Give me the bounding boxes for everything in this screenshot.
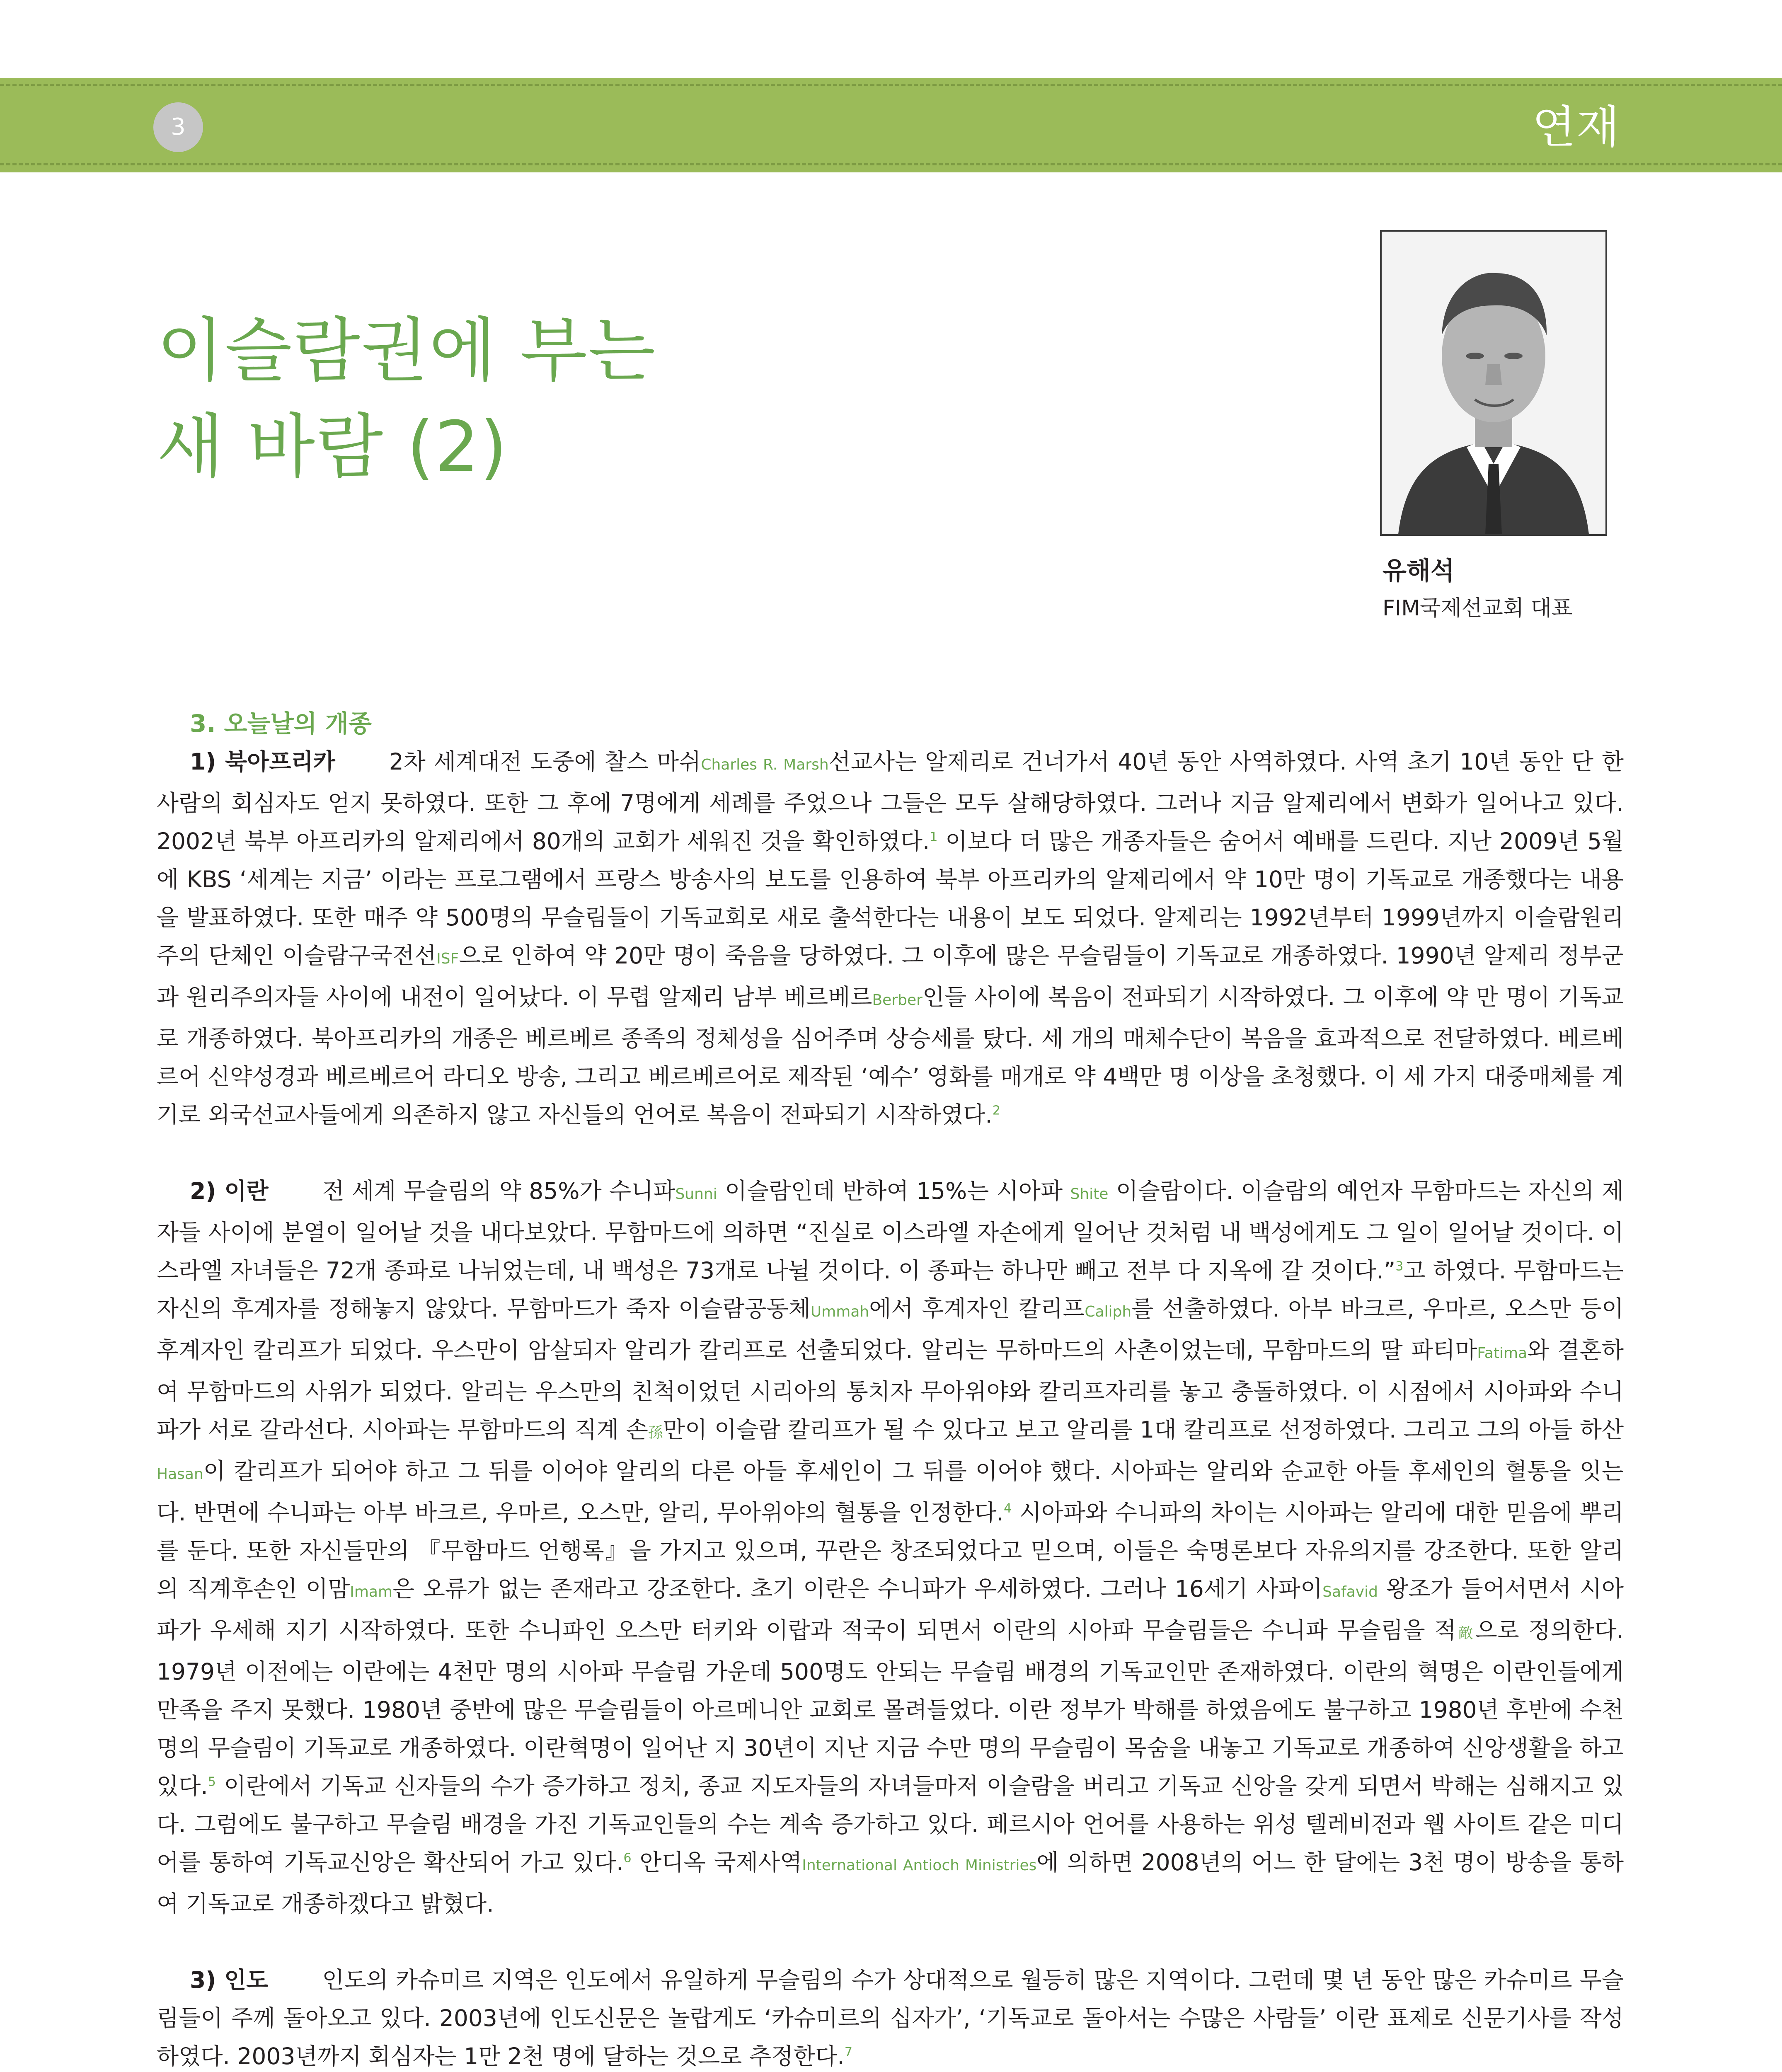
inline-note: 孫 xyxy=(648,1424,663,1441)
text: 에서 후계자인 칼리프 xyxy=(869,1295,1085,1322)
text: 전 세계 무슬림의 약 85%가 수니파 xyxy=(322,1178,676,1204)
text: 으로 인하여 약 20만 명이 죽음을 당하였다. 그 이후에 많은 무슬림들이 기독교로 개종하였다. 1990년 알제리 정부군과 원리주의자들 사이에 내전이 일어났다. 이 무렵 알제리 남부 베르베르 xyxy=(157,942,1624,1010)
footnote-ref[interactable]: 2 xyxy=(992,1103,1000,1118)
header-stitch-top xyxy=(0,84,1782,86)
subheading-india: 3) 인도 xyxy=(190,1967,269,1993)
text: 으로 정의한다. 1979년 이전에는 이란에는 4천만 명의 시아파 무슬림 가운데 500명도 안되는 무슬림 배경의 기독교인만 존재하였다. 이란의 혁명은 이란인들에게 만족을 주지 못했다. 1980년 중반에 많은 무슬림들이 아르메니안 교회로 몰려들었다. 이란 정부가 박해를 하였음에도 불구하고 1980년 후반에 수천 명의 무슬림이 기독교로 개종하였다. 이란혁명이 일어난 지 30년이 지난 지금 수만 명의 무슬림이 목숨을 내놓고 기독교로 개종하여 신앙생활을 하고 있다. xyxy=(157,1617,1624,1799)
inline-note: Shite xyxy=(1070,1186,1109,1203)
text: 시아파와 수니파의 차이는 시아파는 알리에 대한 믿음에 뿌리를 둔다. 또한 자신들만의 『무함마드 언행록』을 가지고 있으며, 꾸란은 창조되었다고 믿으며, 이들은 숙명론보다 자유의지를 강조한다. 또한 알리의 직계후손인 이맘 xyxy=(157,1499,1624,1602)
inline-note: Charles R. Marsh xyxy=(701,756,829,773)
header-band xyxy=(0,78,1782,172)
inline-note: Fatima xyxy=(1477,1345,1528,1362)
inline-note: Imam xyxy=(350,1583,393,1600)
paragraph-north-africa xyxy=(157,743,1624,1134)
subheading-north-africa: 1) 북아프리카 xyxy=(190,748,335,775)
text: 만이 이슬람 칼리프가 될 수 있다고 보고 알리를 1대 칼리프로 선정하였다. 그리고 그의 아들 하산 xyxy=(663,1416,1624,1443)
author-name: 유해석 xyxy=(1383,557,1455,586)
text: 이슬람인데 반하여 15%는 시아파 xyxy=(717,1178,1070,1204)
text: 인들 사이에 복음이 전파되기 시작하였다. 그 이후에 약 만 명이 기독교로 개종하였다. 북아프리카의 개종은 베르베르 종족의 정체성을 심어주며 상승세를 탔다. 세 개의 매체수단이 복음을 효과적으로 전달하였다. 베르베르어 신약성경과 베르베르어 라디오 방송, 그리고 베르베르어로 제작된 ‘예수’ 영화를 매개로 약 4백만 명 이상을 초청했다. 이 세 가지 대중매체를 계기로 외국선교사들에게 의존하지 않고 자신들의 언어로 복음이 전파되기 시작하였다. xyxy=(157,984,1624,1128)
inline-note: 敵 xyxy=(1456,1625,1475,1642)
author-photo xyxy=(1380,230,1607,536)
text: 선교사는 알제리로 건너가서 40년 동안 사역하였다. 사역 초기 10년 동안 단 한사람의 회심자도 얻지 못하였다. 또한 그 후에 7명에게 세례를 주었으나 그들은 모두 살해당하였다. 그러나 지금 알제리에서 변화가 일어나고 있다. 2002년 북부 아프리카의 알제리에서 80개의 교회가 세워진 것을 확인하였다. xyxy=(157,748,1624,854)
text: 에 의하면 2008년의 어느 한 달에는 3천 명이 방송을 통하여 기독교로 개종하겠다고 밝혔다. xyxy=(157,1849,1624,1917)
paragraph-india xyxy=(157,1961,1624,2072)
footnote-ref[interactable]: 5 xyxy=(208,1774,216,1789)
paragraph-iran xyxy=(157,1172,1624,1923)
inline-note: Ummah xyxy=(810,1303,869,1320)
footnote-ref[interactable]: 3 xyxy=(1395,1259,1404,1274)
article-title xyxy=(157,303,656,495)
footnote-ref[interactable]: 1 xyxy=(930,830,938,845)
footnote-ref[interactable]: 6 xyxy=(623,1851,632,1866)
title-line-2: 새 바람 (2) xyxy=(157,406,508,487)
subheading-iran: 2) 이란 xyxy=(190,1178,269,1204)
text: 왕조가 들어서면서 시아파가 우세해 지기 시작하였다. 또한 수니파인 오스만 터키와 이랍과 적국이 되면서 이란의 시아파 무슬림들은 수니파 무슬림을 적 xyxy=(157,1576,1624,1644)
inline-note: Caliph xyxy=(1085,1303,1132,1320)
text: 이란에서 기독교 신자들의 수가 증가하고 정치, 종교 지도자들의 자녀들마저 이슬람을 버리고 기독교 신앙을 갖게 되면서 박해는 심해지고 있다. 그럼에도 불구하고 무슬림 배경을 가진 기독교인들의 수는 계속 증가하고 있다. 페르시아 언어를 사용하는 위성 텔레비전과 웹 사이트 같은 미디어를 통하여 기독교신앙은 확산되어 가고 있다. xyxy=(157,1773,1624,1876)
inline-note: Sunni xyxy=(675,1186,717,1203)
footnote-ref[interactable]: 4 xyxy=(1004,1501,1012,1516)
page-number-badge: 3 xyxy=(153,102,203,152)
inline-note: International Antioch Ministries xyxy=(802,1857,1037,1874)
title-line-1: 이슬람권에 부는 xyxy=(157,310,656,391)
text: 안디옥 국제사역 xyxy=(631,1849,802,1876)
inline-note: Berber xyxy=(872,992,922,1009)
inline-note: Safavid xyxy=(1322,1583,1378,1600)
text: 인도의 카슈미르 지역은 인도에서 유일하게 무슬림의 수가 상대적으로 월등히 많은 지역이다. 그런데 몇 년 동안 많은 카슈미르 무슬림들이 주께 돌아오고 있다. 2003년에 인도신문은 놀랍게도 ‘카슈미르의 십자가’, ‘기독교로 돌아서는 수많은 사람들’ 이란 표제로 신문기사를 작성하였다. 2003년까지 회심자는 1만 2천 명에 달하는 것으로 추정한다. xyxy=(157,1967,1624,2070)
header-stitch-bottom xyxy=(0,163,1782,165)
author-portrait-image xyxy=(1382,232,1605,534)
section-label: 연재 xyxy=(1532,102,1620,153)
article-body xyxy=(157,704,1624,2072)
text: 고 하였다. 무함마드는 자신의 후계자를 정해놓지 않았다. 무함마드가 죽자 이슬람공동체 xyxy=(157,1257,1624,1322)
footnote-ref[interactable]: 7 xyxy=(844,2045,853,2060)
text: 이보다 더 많은 개종자들은 숨어서 예배를 드린다. 지난 2009년 5월에 KBS ‘세계는 지금’ 이라는 프로그램에서 프랑스 방송사의 보도를 인용하여 북부 아프리카의 알제리에서 약 10만 명이 기독교로 개종했다는 내용을 발표하였다. 또한 매주 약 500명의 무슬림들이 기독교회로 새로 출석한다는 내용이 보도 되었다. 알제리는 1992년부터 1999년까지 이슬람원리주의 단체인 이슬람구국전선 xyxy=(157,828,1624,969)
text: 2차 세계대전 도중에 찰스 마쉬 xyxy=(389,748,701,775)
inline-note: Hasan xyxy=(157,1466,203,1483)
text: 이 칼리프가 되어야 하고 그 뒤를 이어야 알리의 다른 아들 후세인이 그 뒤를 이어야 했다. 시아파는 알리와 순교한 아들 후세인의 혈통을 잇는다. 반면에 수니파는 아부 바크르, 우마르, 오스만, 알리, 무아위야의 혈통을 인정한다. xyxy=(157,1458,1624,1526)
inline-note: ISF xyxy=(436,950,459,967)
text: 이슬람이다. 이슬람의 예언자 무함마드는 자신의 제자들 사이에 분열이 일어날 것을 내다보았다. 무함마드에 의하면 “진실로 이스라엘 자손에게 일어난 것처럼 내 백성에게도 그 일이 일어날 것이다. 이스라엘 자녀들은 72개 종파로 나뉘었는데, 내 백성은 73개로 나뉠 것이다. 이 종파는 하나만 빼고 전부 다 지옥에 갈 것이다.” xyxy=(157,1178,1624,1284)
text: 은 오류가 없는 존재라고 강조한다. 초기 이란은 수니파가 우세하였다. 그러나 16세기 사파이 xyxy=(392,1576,1323,1602)
author-role: FIM국제선교회 대표 xyxy=(1383,596,1573,621)
text: 를 선출하였다. 아부 바크르, 우마르, 오스만 등이 후계자인 칼리프가 되었다. 우스만이 암살되자 알리가 칼리프로 선출되었다. 알리는 무하마드의 사촌이었는데, 무함마드의 딸 파티마 xyxy=(157,1295,1624,1363)
text: 와 결혼하여 무함마드의 사위가 되었다. 알리는 우스만의 친척이었던 시리아의 통치자 무아위야와 칼리프자리를 놓고 충돌하였다. 이 시점에서 시아파와 수니파가 서로 갈라선다. 시아파는 무함마드의 직계 손 xyxy=(157,1337,1624,1443)
section-heading: 3. 오늘날의 개종 xyxy=(190,709,372,738)
